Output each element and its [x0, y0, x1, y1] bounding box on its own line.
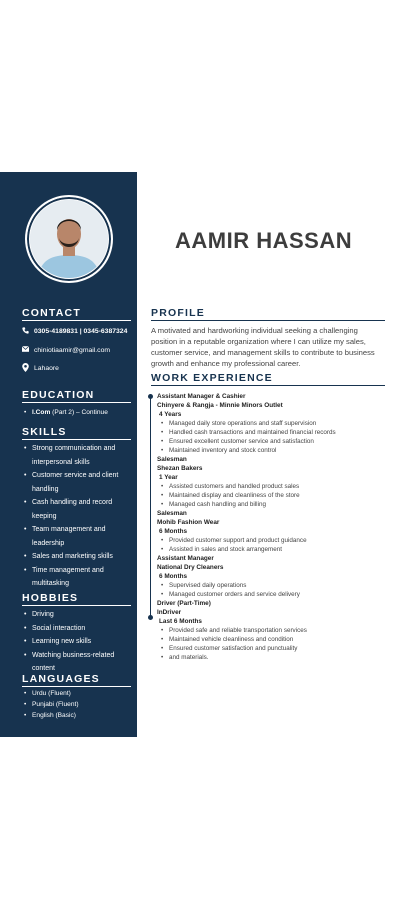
job-entry — [157, 554, 392, 599]
person-photo-icon — [30, 200, 108, 278]
job-duration: 4 Years — [159, 411, 182, 418]
profile-photo — [30, 200, 108, 278]
contact-divider — [22, 320, 131, 321]
job-company: National Dry Cleaners — [157, 564, 224, 571]
job-title: Assistant Manager & Cashier — [157, 393, 246, 400]
job-company: Chinyere & Rangja - Minnie Minors Outlet — [157, 402, 283, 409]
languages-heading: LANGUAGES — [22, 673, 100, 685]
hobby-item: • Watching business-related content — [24, 649, 136, 676]
education-heading: EDUCATION — [22, 389, 95, 401]
skill-item: • Strong communication and interpersonal skills — [24, 442, 136, 469]
hobbies-list — [24, 608, 136, 676]
job-bullets — [157, 482, 392, 509]
hobby-item: • Learning new skills — [24, 635, 136, 649]
job-duration: 1 Year — [159, 474, 178, 481]
education-item: • I.Com (Part 2) – Continue — [24, 407, 136, 418]
job-bullet: • and materials. — [157, 653, 392, 662]
language-item: • Punjabi (Fluent) — [24, 699, 136, 710]
phone-icon — [22, 327, 31, 336]
candidate-name: AAMIR HASSAN — [175, 228, 353, 253]
contact-heading: CONTACT — [22, 307, 81, 319]
job-bullets — [157, 581, 392, 599]
contact-email: chiniotiaamir@gmail.com — [22, 346, 110, 354]
job-company: Mohib Fashion Wear — [157, 519, 220, 526]
education-list — [24, 407, 136, 418]
timeline-dot — [148, 615, 153, 620]
experience-heading: WORK EXPERIENCE — [151, 372, 273, 384]
job-duration: Last 6 Months — [159, 618, 202, 625]
job-title: Salesman — [157, 456, 187, 463]
job-company: InDriver — [157, 609, 182, 616]
skill-item: • Customer service and client handling — [24, 469, 136, 496]
job-bullet: • Assisted in sales and stock arrangement — [157, 545, 392, 554]
job-title: Driver (Part-Time) — [157, 600, 211, 607]
job-bullet: • Maintained inventory and stock control — [157, 446, 392, 455]
job-duration: 6 Months — [159, 573, 188, 580]
skills-heading: SKILLS — [22, 426, 67, 438]
job-bullet: • Assisted customers and handled product sales — [157, 482, 392, 491]
hobbies-heading: HOBBIES — [22, 592, 79, 604]
job-entry — [157, 599, 392, 662]
timeline-line — [150, 396, 151, 618]
job-bullet: • Maintained display and cleanliness of the store — [157, 491, 392, 500]
hobbies-divider — [22, 605, 131, 606]
job-entry — [157, 455, 392, 509]
job-bullet: • Supervised daily operations — [157, 581, 392, 590]
job-bullet: • Managed cash handling and billing — [157, 500, 392, 509]
job-bullet: • Managed daily store operations and staff supervision — [157, 419, 392, 428]
job-bullet: • Provided customer support and product guidance — [157, 536, 392, 545]
job-entry — [157, 509, 392, 554]
job-bullet: • Handled cash transactions and maintained financial records — [157, 428, 392, 437]
job-duration: 6 Months — [159, 528, 188, 535]
envelope-icon — [22, 346, 31, 354]
language-item: • Urdu (Fluent) — [24, 688, 136, 699]
language-item: • English (Basic) — [24, 710, 136, 721]
job-company: Shezan Bakers — [157, 465, 203, 472]
skills-list — [24, 442, 136, 591]
job-bullet: • Maintained vehicle cleanliness and condition — [157, 635, 392, 644]
job-bullet: • Provided safe and reliable transportation services — [157, 626, 392, 635]
job-bullets — [157, 419, 392, 455]
skill-item: • Time management and multitasking — [24, 564, 136, 591]
profile-divider — [151, 320, 385, 321]
languages-divider — [22, 686, 131, 687]
job-bullets — [157, 626, 392, 662]
skill-item: • Cash handling and record keeping — [24, 496, 136, 523]
contact-location: Lahaore — [22, 363, 59, 374]
job-entry — [157, 392, 392, 455]
hobby-item: • Social interaction — [24, 622, 136, 636]
map-pin-icon — [22, 363, 31, 374]
hobby-item: • Driving — [24, 608, 136, 622]
job-bullets — [157, 536, 392, 554]
experience-divider — [151, 385, 385, 386]
job-title: Salesman — [157, 510, 187, 517]
timeline-dot — [148, 394, 153, 399]
profile-heading: PROFILE — [151, 307, 205, 319]
experience-list — [157, 392, 392, 662]
job-bullet: • Managed customer orders and service delivery — [157, 590, 392, 599]
job-bullet: • Ensured excellent customer service and satisfaction — [157, 437, 392, 446]
contact-phone: 0305-4189831 | 0345-6387324 — [22, 327, 127, 336]
skills-divider — [22, 439, 131, 440]
education-divider — [22, 402, 131, 403]
job-bullet: • Ensured customer satisfaction and punctuality — [157, 644, 392, 653]
job-title: Assistant Manager — [157, 555, 214, 562]
profile-summary: A motivated and hardworking individual seeking a challenging position in a reputable organization where I can utilize my sales, customer service, and management skills to contribute to business growth and enhance my professional career. — [151, 326, 375, 368]
skill-item: • Team management and leadership — [24, 523, 136, 550]
languages-list — [24, 688, 136, 721]
skill-item: • Sales and marketing skills — [24, 550, 136, 564]
